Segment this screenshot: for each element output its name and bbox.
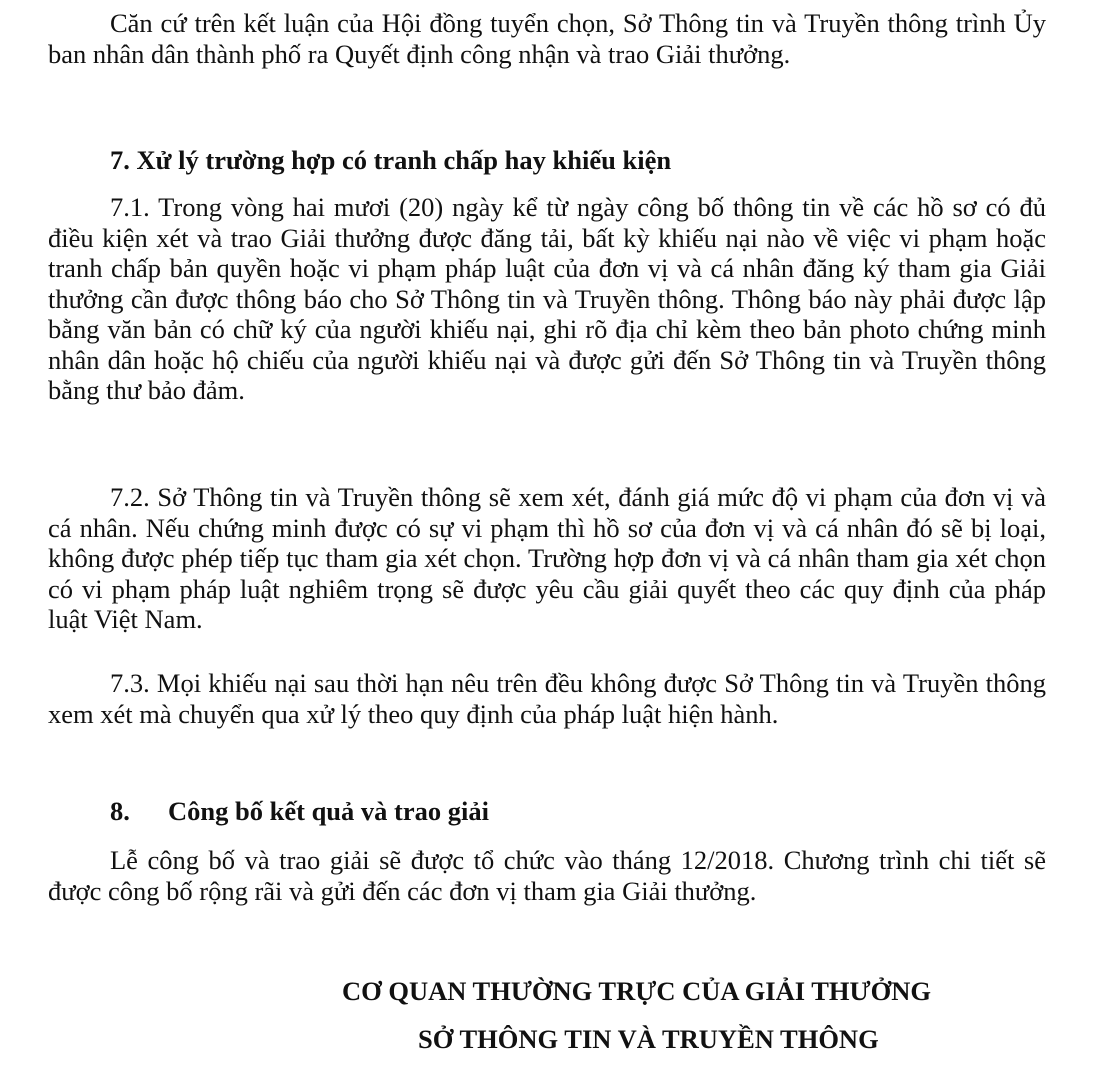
section-7-heading: 7. Xử lý trường hợp có tranh chấp hay khiếu kiện — [110, 145, 672, 175]
section-8-heading — [110, 796, 489, 826]
paragraph-7-1: 7.1. Trong vòng hai mươi (20) ngày kể từ ngày công bố thông tin về các hồ sơ có đủ điều kiện xét và trao Giải thưởng được đăng tải, bất kỳ khiếu nại nào về việc vi phạm hoặc tranh chấp bản quyền hoặc vi phạm pháp luật của đơn vị và cá nhân đăng ký tham gia Giải thưởng cần được thông báo cho Sở Thông tin và Truyền thông. Thông báo này phải được lập bằng văn bản có chữ ký của người khiếu nại, ghi rõ địa chỉ kèm theo bản photo chứng minh nhân dân hoặc hộ chiếu của người khiếu nại và được gửi đến Sở Thông tin và Truyền thông bằng thư bảo đảm. — [48, 192, 1046, 405]
intro-paragraph: Căn cứ trên kết luận của Hội đồng tuyển chọn, Sở Thông tin và Truyền thông trình Ủy ban nhân dân thành phố ra Quyết định công nhận và trao Giải thưởng. — [48, 8, 1046, 69]
paragraph-7-2: 7.2. Sở Thông tin và Truyền thông sẽ xem xét, đánh giá mức độ vi phạm của đơn vị và cá nhân. Nếu chứng minh được có sự vi phạm thì hồ sơ của đơn vị và cá nhân đó sẽ bị loại, không được phép tiếp tục tham gia xét chọn. Trường hợp đơn vị và cá nhân tham gia xét chọn có vi phạm pháp luật nghiêm trọng sẽ được yêu cầu giải quyết theo các quy định của pháp luật Việt Nam. — [48, 482, 1046, 634]
section-8-title: Công bố kết quả và trao giải — [168, 796, 489, 826]
signature-organization: CƠ QUAN THƯỜNG TRỰC CỦA GIẢI THƯỞNG — [342, 976, 931, 1006]
paragraph-7-3: 7.3. Mọi khiếu nại sau thời hạn nêu trên đều không được Sở Thông tin và Truyền thông xem xét mà chuyển qua xử lý theo quy định của pháp luật hiện hành. — [48, 668, 1046, 729]
signature-department: SỞ THÔNG TIN VÀ TRUYỀN THÔNG — [418, 1024, 879, 1054]
section-8-number: 8. — [110, 796, 130, 826]
paragraph-8: Lễ công bố và trao giải sẽ được tổ chức vào tháng 12/2018. Chương trình chi tiết sẽ được công bố rộng rãi và gửi đến các đơn vị tham gia Giải thưởng. — [48, 845, 1046, 906]
